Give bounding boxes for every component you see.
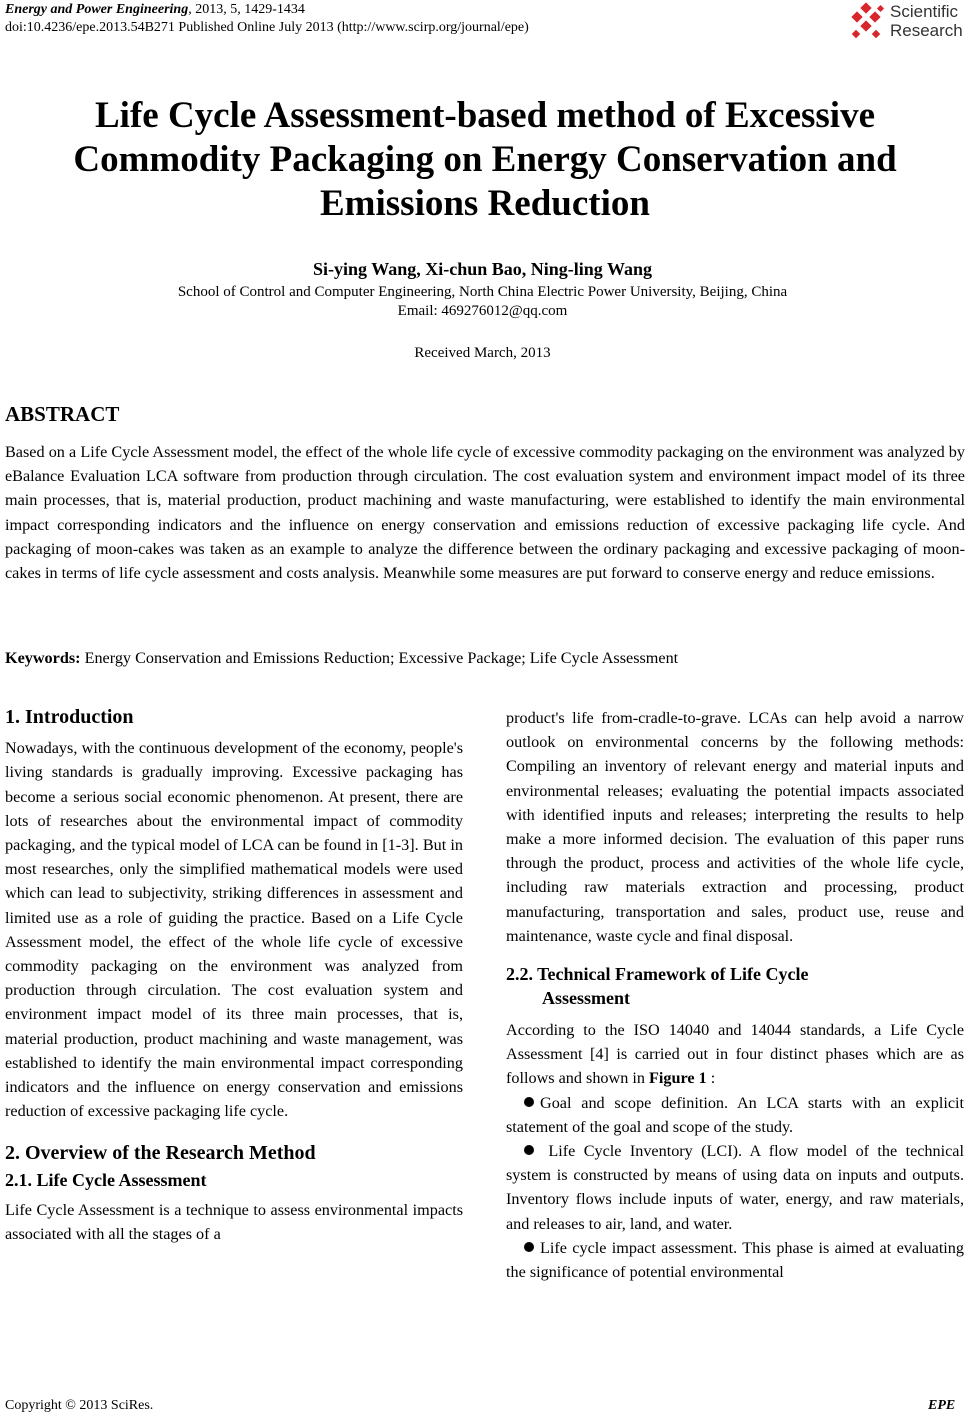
publisher-name xyxy=(890,2,963,40)
list-item xyxy=(506,1139,964,1236)
section-2-heading: 2. Overview of the Research Method xyxy=(5,1142,316,1165)
journal-name: Energy and Power Engineering xyxy=(5,2,189,17)
doi-line[interactable]: doi:10.4236/epe.2013.54B271 Published Online July 2013 (http://www.scirp.org/journal/epe) xyxy=(5,20,529,35)
section-2-2-intro-end: : xyxy=(706,1069,716,1088)
list-item xyxy=(506,1091,964,1139)
publisher-logo xyxy=(848,2,970,42)
left-column xyxy=(5,705,463,1246)
author-email[interactable]: Email: 469276012@qq.com xyxy=(397,303,568,319)
keywords xyxy=(5,649,965,668)
section-2-1-text: Life Cycle Assessment is a technique to assess environmental impacts associated with all the stages of a xyxy=(5,1200,463,1244)
copyright-footer: Copyright © 2013 SciRes. xyxy=(5,1398,154,1413)
journal-citation xyxy=(5,2,305,18)
received-date: Received March, 2013 xyxy=(414,345,551,361)
section-2-2-intro xyxy=(506,1018,964,1091)
right-column xyxy=(506,706,964,1284)
keywords-label: Keywords: xyxy=(5,649,81,667)
figure-1-reference[interactable]: Figure 1 xyxy=(648,1069,707,1088)
section-2-2-heading-line1: 2.2. Technical Framework of Life Cycle xyxy=(506,964,809,985)
abstract-heading: ABSTRACT xyxy=(5,402,120,426)
bullet-icon xyxy=(524,1097,534,1107)
section-2-2-heading xyxy=(506,962,964,1010)
section-2-1-continued-text: product's life from-cradle-to-grave. LCAs can help avoid a narrow outlook on environmental concerns by the following methods: Compiling an inventory of relevant energy and material inputs and environmental releases; evaluating the potential impacts associated with identified inputs and releases; interpreting the results to help make a more informed decision. The evaluation of this paper runs through the product, process and activities of the whole life cycle, including raw materials extraction and processing, product manufacturing, transportation and sales, product use, reuse and maintenance, waste cycle and final disposal. xyxy=(506,709,964,945)
section-1-text: Nowadays, with the continuous development of the economy, people's living standards is gradually improving. Excessive packaging has become a serious social economic phenomenon. At present, there are lots of researches about the environmental impact of commodity packaging, and the typical model of LCA can be found in [1-3]. But in most researches, only the simplified mathematical models were used which can lead to subjectivity, striking differences in assessment and limited use as a role of guiding the practice. Based on a Life Cycle Assessment model, the effect of the whole life cycle of excessive commodity packaging on the environment was analyzed from production through circulation. The cost evaluation system and environment impact model of its three main processes, that is, material production, product machining and waste management, was established to identify the main environmental impact corresponding indicators and the influence on energy conservation and emissions reduction of excessive packaging life cycle. xyxy=(5,739,463,1121)
keywords-text: Energy Conservation and Emissions Reduction; Excessive Package; Life Cycle Assessment xyxy=(80,649,679,667)
abstract-text: Based on a Life Cycle Assessment model, the effect of the whole life cycle of excessive commodity packaging on the environment was analyzed by eBalance Evaluation LCA software from production through circulation. The cost evaluation system and environment impact model of its three main processes, that is, material production, product machining and waste manufacturing, were established to identify the main environmental impact corresponding indicators and the influence on energy conservation and emissions reduction of excessive packaging life cycle. And packaging of moon-cakes was taken as an example to analyze the difference between the ordinary packaging and excessive packaging of moon-cakes in terms of life cycle assessment and costs analysis. Meanwhile some measures are put forward to conserve energy and reduce emissions. xyxy=(5,443,965,583)
author-affiliation: School of Control and Computer Engineering, North China Electric Power University, Beijing, China xyxy=(177,284,788,300)
bullet-3-text: Life cycle impact assessment. This phase is aimed at evaluating the significance of potential environmental xyxy=(506,1238,964,1282)
bullet-2-text: Life Cycle Inventory (LCI). A flow model of the technical system is constructed by means of using data on inputs and outputs. Inventory flows include inputs of water, energy, and raw materials, and releases to air, land, and water. xyxy=(506,1142,964,1233)
article-authors: Si-ying Wang, Xi-chun Bao, Ning-ling Wang xyxy=(313,259,652,279)
section-2-2-heading-line2: Assessment xyxy=(542,988,630,1009)
section-2-2-intro-text: According to the ISO 14040 and 14044 standards, a Life Cycle Assessment [4] is carried out in four distinct phases which are as follows and shown in xyxy=(506,1021,964,1088)
section-1-heading: 1. Introduction xyxy=(5,706,134,728)
journal-issue: , 2013, 5, 1429-1434 xyxy=(188,2,305,17)
article-title: Life Cycle Assessment-based method of Excessive Commodity Packaging on Energy Conservation and Emissions Reduction xyxy=(73,95,897,224)
publisher-name-line2: Research xyxy=(890,21,963,40)
bullet-icon xyxy=(524,1145,534,1155)
list-item xyxy=(506,1236,964,1284)
section-2-1-heading: 2.1. Life Cycle Assessment xyxy=(5,1169,207,1190)
bullet-1-text: Goal and scope definition. An LCA starts with an explicit statement of the goal and scope of the study. xyxy=(506,1093,964,1136)
journal-abbrev-footer: EPE xyxy=(928,1398,956,1413)
publisher-name-line1: Scientific xyxy=(890,2,959,21)
scientific-research-logo-icon xyxy=(848,2,886,42)
bullet-icon xyxy=(524,1242,534,1252)
